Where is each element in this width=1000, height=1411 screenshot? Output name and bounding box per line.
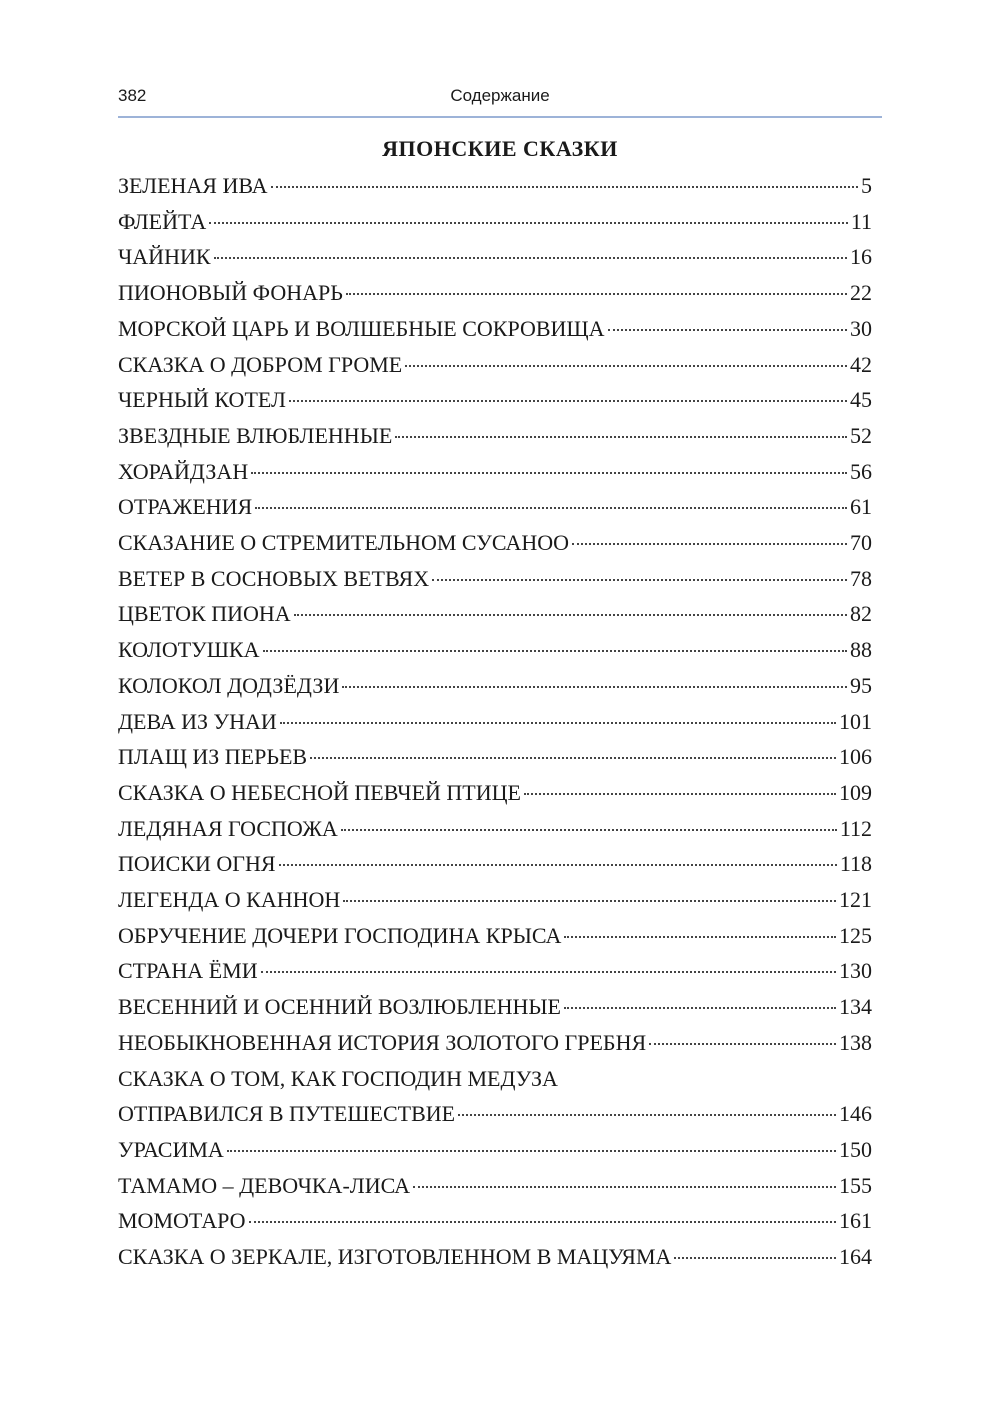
toc-entry-title: СКАЗКА О ЗЕРКАЛЕ, ИЗГОТОВЛЕННОМ В МАЦУЯМА bbox=[118, 1244, 672, 1270]
dot-leader bbox=[209, 222, 848, 224]
toc-entry-page: 52 bbox=[850, 422, 872, 448]
toc-entry bbox=[118, 525, 872, 561]
toc-entry bbox=[118, 704, 872, 740]
toc-entry-page: 109 bbox=[839, 779, 872, 805]
toc-entry-title: ЗЕЛЕНАЯ ИВА bbox=[118, 173, 268, 198]
toc-entry-title: СКАЗАНИЕ О СТРЕМИТЕЛЬНОМ СУСАНОО bbox=[118, 530, 569, 556]
dot-leader bbox=[413, 1186, 836, 1188]
dot-leader bbox=[432, 579, 847, 581]
page-number: 382 bbox=[118, 86, 147, 105]
toc-entry-title: ХОРАЙДЗАН bbox=[118, 458, 249, 484]
toc-entry-title: ОТПРАВИЛСЯ В ПУТЕШЕСТВИЕ bbox=[118, 1101, 456, 1127]
toc-entry-title: МОМОТАРО bbox=[118, 1208, 246, 1234]
toc-entry-title: МОРСКОЙ ЦАРЬ И ВОЛШЕБНЫЕ СОКРОВИЩА bbox=[118, 315, 605, 341]
toc-entry-page: 78 bbox=[850, 565, 872, 591]
dot-leader bbox=[674, 1257, 836, 1259]
toc-entry-title: НЕОБЫКНОВЕННАЯ ИСТОРИЯ ЗОЛОТОГО ГРЕБНЯ bbox=[118, 1029, 647, 1055]
dot-leader bbox=[458, 1114, 836, 1116]
dot-leader bbox=[341, 829, 837, 831]
toc-entry-title-line1: СКАЗКА О ТОМ, КАК ГОСПОДИН МЕДУЗА bbox=[118, 1065, 558, 1091]
section-title: ЯПОНСКИЕ СКАЗКИ bbox=[382, 136, 618, 161]
dot-leader bbox=[310, 757, 836, 759]
dot-leader bbox=[294, 614, 847, 616]
toc-entry-title: ДЕВА ИЗ УНАИ bbox=[118, 708, 277, 734]
toc-entry bbox=[118, 454, 872, 490]
toc-entry bbox=[118, 846, 872, 882]
toc-entry-page: 130 bbox=[839, 958, 872, 984]
dot-leader bbox=[343, 900, 836, 902]
toc-entry-title: ФЛЕЙТА bbox=[118, 208, 207, 234]
toc-entry-title: КОЛОКОЛ ДОДЗЁДЗИ bbox=[118, 672, 340, 698]
toc-entry-title: ПИОНОВЫЙ ФОНАРЬ bbox=[118, 280, 343, 306]
toc-entry-page: 45 bbox=[850, 387, 872, 413]
dot-leader bbox=[261, 971, 836, 973]
dot-leader bbox=[649, 1043, 836, 1045]
dot-leader bbox=[263, 650, 848, 652]
toc-entry-title: ПОИСКИ ОГНЯ bbox=[118, 851, 276, 877]
toc-entry-page: 101 bbox=[839, 708, 872, 734]
toc-entry bbox=[118, 739, 872, 775]
toc-entry bbox=[118, 561, 872, 597]
toc-entry-page: 106 bbox=[839, 744, 872, 770]
toc-entry bbox=[118, 775, 872, 811]
toc-entry bbox=[118, 1239, 872, 1275]
toc-entry-title: ЧАЙНИК bbox=[118, 244, 211, 270]
toc-entry-title: ОТРАЖЕНИЯ bbox=[118, 494, 253, 520]
dot-leader bbox=[524, 793, 836, 795]
toc-entry bbox=[118, 668, 872, 704]
toc-entry bbox=[118, 168, 872, 204]
running-title: Содержание bbox=[450, 86, 550, 105]
toc-entry-page: 70 bbox=[850, 530, 872, 556]
dot-leader bbox=[227, 1150, 836, 1152]
dot-leader bbox=[346, 293, 847, 295]
dot-leader bbox=[342, 686, 847, 688]
toc-entry-page: 112 bbox=[839, 815, 872, 841]
toc-entry-page: 82 bbox=[850, 601, 872, 627]
toc-entry-title: СКАЗКА О НЕБЕСНОЙ ПЕВЧЕЙ ПТИЦЕ bbox=[118, 779, 521, 805]
toc-entry-page: 16 bbox=[850, 244, 872, 270]
toc-entry-title: ВЕСЕННИЙ И ОСЕННИЙ ВОЗЛЮБЛЕННЫЕ bbox=[118, 994, 561, 1020]
dot-leader bbox=[249, 1221, 836, 1223]
toc-entry-page: 61 bbox=[850, 494, 872, 520]
toc-entry-title: УРАСИМА bbox=[118, 1136, 224, 1162]
toc-entry-title: ВЕТЕР В СОСНОВЫХ ВЕТВЯХ bbox=[118, 565, 430, 591]
toc-entry-page: 150 bbox=[839, 1136, 872, 1162]
dot-leader bbox=[608, 329, 848, 331]
toc-entry-page: 11 bbox=[850, 208, 872, 234]
toc-entry bbox=[118, 204, 872, 240]
toc-entry-page: 5 bbox=[861, 173, 872, 198]
dot-leader bbox=[289, 400, 847, 402]
dot-leader bbox=[214, 257, 847, 259]
toc-entry-page: 121 bbox=[839, 887, 872, 913]
toc-entry-page: 95 bbox=[850, 672, 872, 698]
dot-leader bbox=[564, 936, 836, 938]
dot-leader bbox=[279, 864, 837, 866]
toc-entry-title: ЛЕДЯНАЯ ГОСПОЖА bbox=[118, 815, 338, 841]
toc-entry bbox=[118, 311, 872, 347]
toc-entry bbox=[118, 1025, 872, 1061]
dot-leader bbox=[564, 1007, 836, 1009]
toc-entry-page: 22 bbox=[850, 280, 872, 306]
toc-entry-page: 161 bbox=[839, 1208, 872, 1234]
toc-entry bbox=[118, 596, 872, 632]
toc-entry-page: 88 bbox=[850, 637, 872, 663]
toc-entry bbox=[118, 239, 872, 275]
toc-entry-page: 118 bbox=[839, 851, 872, 877]
toc-entry bbox=[118, 1203, 872, 1239]
toc-entry-page: 155 bbox=[839, 1172, 872, 1198]
toc-entry-title: КОЛОТУШКА bbox=[118, 637, 260, 663]
dot-leader bbox=[395, 436, 847, 438]
toc-entry bbox=[118, 989, 872, 1025]
header-divider bbox=[118, 116, 882, 118]
toc-entry bbox=[118, 1168, 872, 1204]
toc-entry bbox=[118, 489, 872, 525]
toc-entry bbox=[118, 882, 872, 918]
toc-entry-page: 30 bbox=[850, 315, 872, 341]
toc-entry bbox=[118, 418, 872, 454]
toc-entry bbox=[118, 953, 872, 989]
dot-leader bbox=[280, 722, 836, 724]
toc-entry bbox=[118, 918, 872, 954]
running-header bbox=[118, 84, 882, 114]
toc-entry-title: ЗВЕЗДНЫЕ ВЛЮБЛЕННЫЕ bbox=[118, 422, 393, 448]
toc-entry bbox=[118, 382, 872, 418]
dot-leader bbox=[255, 507, 847, 509]
dot-leader bbox=[572, 543, 847, 545]
toc-entry bbox=[118, 275, 872, 311]
toc-entry-page: 134 bbox=[839, 994, 872, 1020]
dot-leader bbox=[271, 186, 858, 188]
toc-entry-title: ПЛАЩ ИЗ ПЕРЬЕВ bbox=[118, 744, 308, 770]
dot-leader bbox=[251, 472, 847, 474]
toc-entry bbox=[118, 347, 872, 383]
toc-entry-page: 125 bbox=[839, 922, 872, 948]
table-of-contents bbox=[118, 168, 872, 1275]
toc-entry-page: 56 bbox=[850, 458, 872, 484]
toc-entry-title: СКАЗКА О ДОБРОМ ГРОМЕ bbox=[118, 351, 403, 377]
toc-entry-title: ОБРУЧЕНИЕ ДОЧЕРИ ГОСПОДИНА КРЫСА bbox=[118, 922, 562, 948]
toc-entry-title: ЛЕГЕНДА О КАННОН bbox=[118, 887, 341, 913]
toc-entry-page: 42 bbox=[850, 351, 872, 377]
toc-entry-page: 146 bbox=[839, 1101, 872, 1127]
toc-entry-page: 138 bbox=[839, 1029, 872, 1055]
toc-entry bbox=[118, 632, 872, 668]
toc-entry-title: ТАМАМО – ДЕВОЧКА-ЛИСА bbox=[118, 1172, 411, 1198]
dot-leader bbox=[405, 365, 847, 367]
toc-entry bbox=[118, 1061, 872, 1132]
toc-entry-title: СТРАНА ЁМИ bbox=[118, 958, 258, 984]
toc-entry-page: 164 bbox=[839, 1244, 872, 1270]
toc-entry-title: ЦВЕТОК ПИОНА bbox=[118, 601, 291, 627]
toc-entry-title: ЧЕРНЫЙ КОТЕЛ bbox=[118, 387, 286, 413]
toc-entry bbox=[118, 811, 872, 847]
toc-entry bbox=[118, 1132, 872, 1168]
